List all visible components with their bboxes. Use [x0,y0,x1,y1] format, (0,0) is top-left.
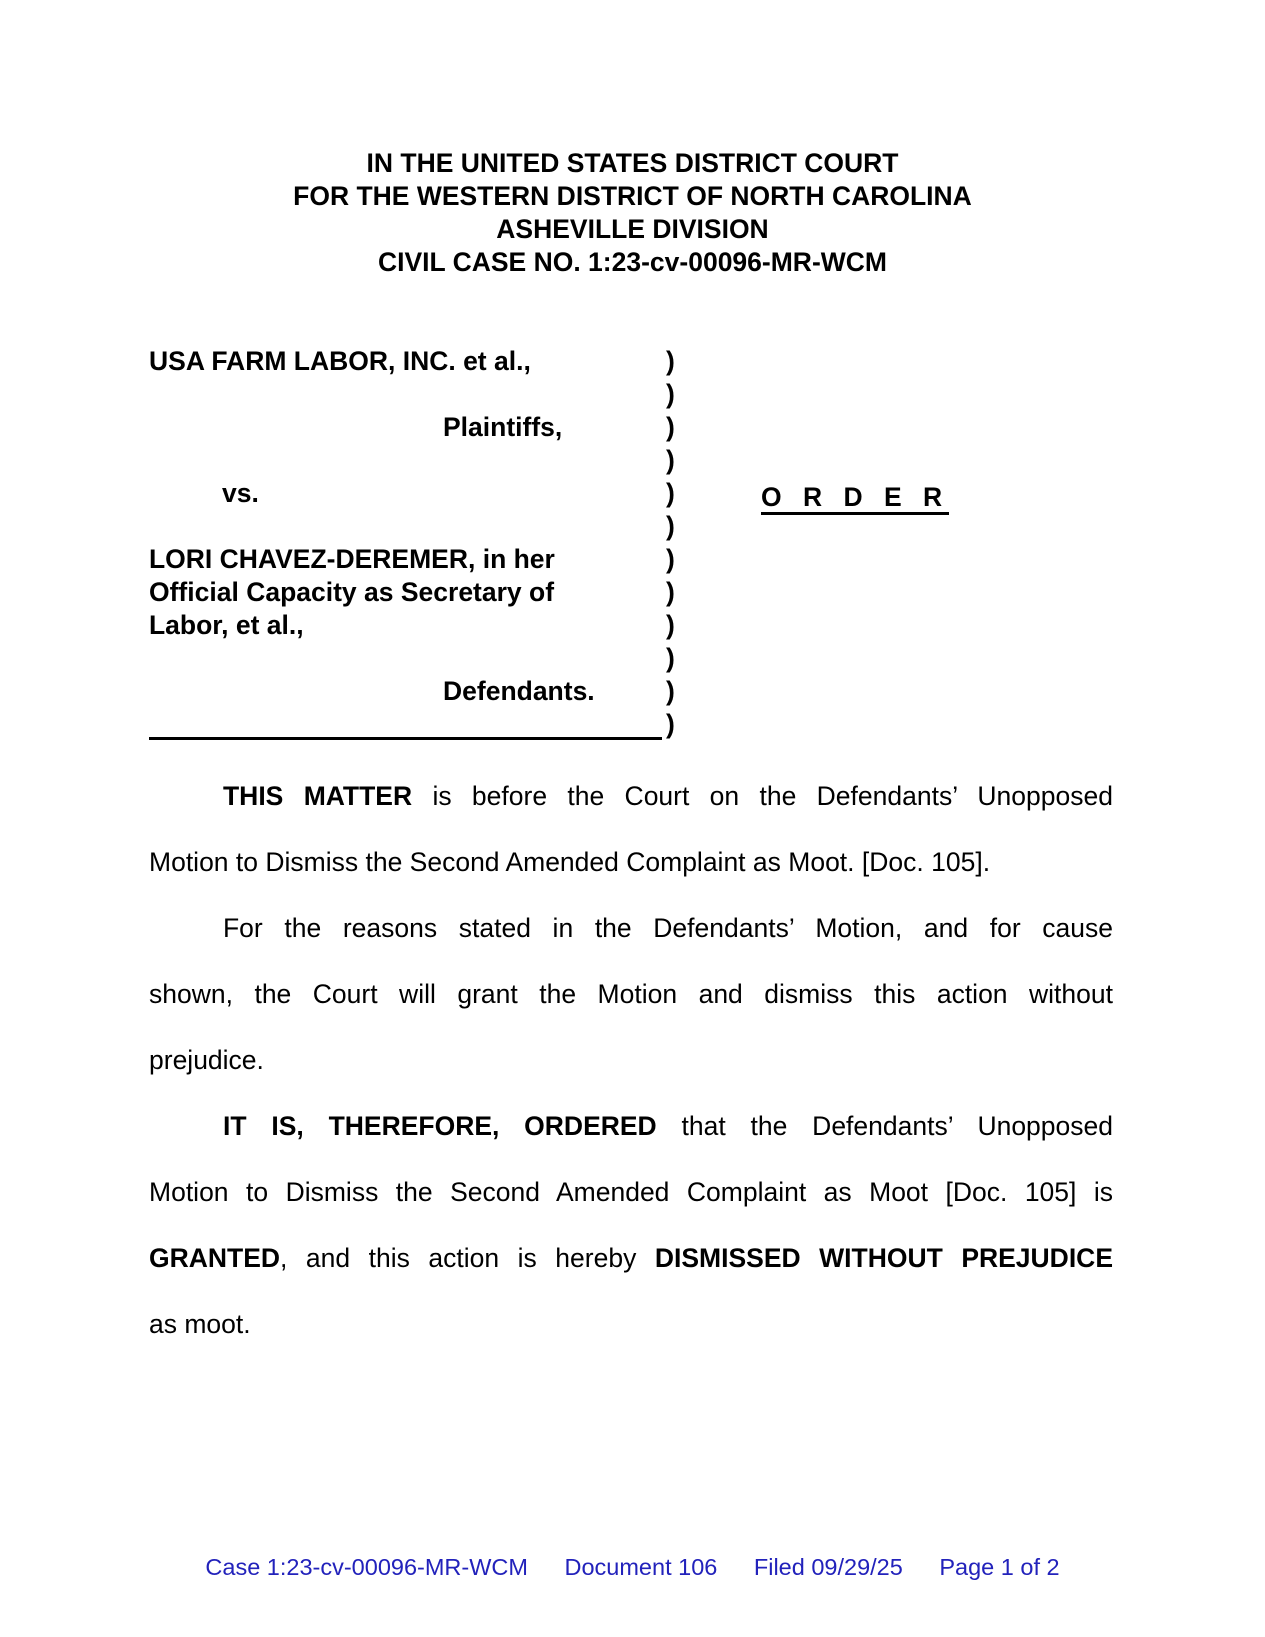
footer-case-number: Case 1:23-cv-00096-MR-WCM [205,1554,528,1580]
bold-dismissed: DISMISSED WITHOUT PREJUDICE [654,1243,1113,1273]
bold-lead-this-matter: THIS MATTER [223,781,413,811]
defendant-name-line3: Labor, et al., [149,610,304,640]
bold-lead-ordered: IT IS, THEREFORE, ORDERED [223,1111,657,1141]
caption-paren: ) [666,676,675,706]
caption-paren: ) [666,445,675,475]
defendant-role: Defendants. [443,676,595,706]
defendant-name-line2: Official Capacity as Secretary of [149,577,555,607]
paragraph-text: is before the Court on the Defendants’ Unopposed [412,781,1113,811]
order-title: O R D E R [761,482,949,515]
plaintiff-role: Plaintiffs, [443,412,563,442]
ecf-footer [0,1554,1265,1581]
caption-paren: ) [666,346,675,376]
case-number: CIVIL CASE NO. 1:23-cv-00096-MR-WCM [377,247,887,277]
caption-paren: ) [666,643,675,673]
paragraph-1-line-2: Motion to Dismiss the Second Amended Complaint as Moot. [Doc. 105]. [149,847,991,877]
caption-paren: ) [666,478,675,508]
paragraph-3-line-2: Motion to Dismiss the Second Amended Complaint as Moot [Doc. 105] is [149,1177,1113,1207]
footer-document-number: Document 106 [564,1554,718,1580]
paragraph-2-line-2: shown, the Court will grant the Motion and dismiss this action without [149,979,1113,1009]
paragraph-2-line-1: For the reasons stated in the Defendants’ Motion, and for cause [223,913,1113,943]
versus-label: vs. [222,478,259,508]
paragraph-2-line-3: prejudice. [149,1045,264,1075]
caption-paren: ) [666,544,675,574]
footer-page-number: Page 1 of 2 [939,1554,1060,1580]
court-name: IN THE UNITED STATES DISTRICT COURT [366,148,899,178]
paragraph-text: , and this action is hereby [280,1243,655,1273]
court-header [0,147,1265,279]
caption-underline-rule [149,737,662,740]
footer-filed-date: Filed 09/29/25 [753,1554,903,1580]
caption-paren: ) [666,577,675,607]
plaintiff-name: USA FARM LABOR, INC. et al., [149,346,531,376]
case-caption [149,345,709,745]
paragraph-1-line-1 [223,780,1113,813]
caption-paren: ) [666,412,675,442]
court-division: ASHEVILLE DIVISION [496,214,769,244]
bold-granted: GRANTED [149,1243,281,1273]
paragraph-3-line-3 [149,1242,1113,1275]
caption-paren: ) [666,610,675,640]
court-district: FOR THE WESTERN DISTRICT OF NORTH CAROLINA [293,181,972,211]
defendant-name-line1: LORI CHAVEZ-DEREMER, in her [149,544,555,574]
caption-paren: ) [666,511,675,541]
caption-paren: ) [666,709,675,739]
caption-paren: ) [666,379,675,409]
paragraph-3-line-4: as moot. [149,1309,251,1339]
paragraph-3-line-1 [223,1110,1113,1143]
paragraph-text: that the Defendants’ Unopposed [656,1111,1113,1141]
